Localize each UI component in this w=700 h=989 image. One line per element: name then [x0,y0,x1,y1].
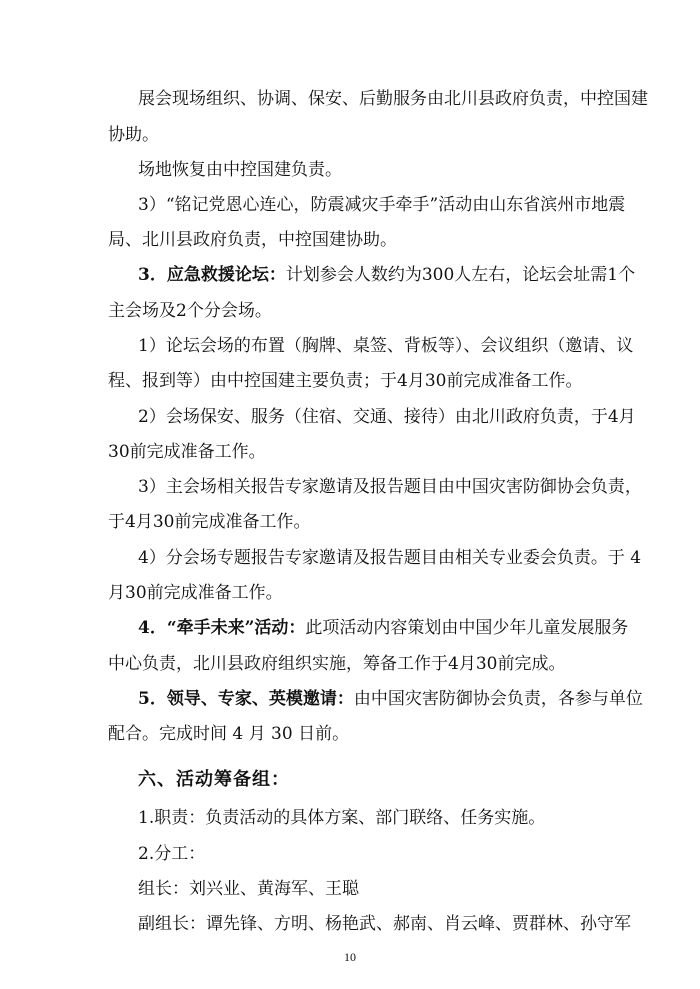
paragraph-line: 组长：刘兴业、黄海军、王聪 [138,879,359,899]
section-text: 计划参会人数约为300人左右，论坛会址需1个 [285,265,636,285]
paragraph-line: 协助。 [108,125,159,145]
section-text: 由中国灾害防御协会负责，各参与单位 [353,689,643,709]
page-number: 10 [344,950,356,964]
section-label: 3．应急救援论坛： [138,265,286,285]
paragraph-line: 3）主会场相关报告专家邀请及报告题目由中国灾害防御协会负责， [138,477,642,497]
paragraph-line: 2.分工： [138,844,206,864]
paragraph-line: 副组长：谭先锋、方明、杨艳武、郝南、肖云峰、贾群林、孙守军 [138,914,631,934]
paragraph-line: 于4月30前完成准备工作。 [108,512,311,532]
paragraph-line: 中心负责，北川县政府组织实施，筹备工作于4月30前完成。 [108,654,566,674]
section-text: 此项活动内容策划由中国少年儿童发展服务 [305,618,629,638]
paragraph-line: 4）分会场专题报告专家邀请及报告题目由相关专业委会负责。于 4 [138,548,642,568]
paragraph-line: 程、报到等）由中控国建主要负责；于4月30前完成准备工作。 [108,371,583,391]
paragraph-line: 月30前完成准备工作。 [108,583,283,603]
paragraph-line: 展会现场组织、协调、保安、后勤服务由北川县政府负责，中控国建 [138,89,648,109]
paragraph-line [138,613,628,638]
section-heading: 六、活动筹备组： [138,769,290,790]
paragraph-line: 主会场及2个分会场。 [108,301,272,321]
paragraph-line: 30前完成准备工作。 [108,442,266,462]
paragraph-line: 2）会场保安、服务（住宿、交通、接待）由北川政府负责，于4月 [138,407,636,427]
paragraph-line [138,260,635,285]
section-label: 4．“牵手未来”活动： [138,618,306,638]
paragraph-line: 配合。完成时间 4 月 30 日前。 [108,724,350,744]
paragraph-line: 3）“铭记党恩心连心，防震减灾手牵手”活动由山东省滨州市地震 [138,195,626,215]
paragraph-line [138,684,643,709]
paragraph-line: 1.职责：负责活动的具体方案、部门联络、任务实施。 [138,808,546,828]
section-label: 5．领导、专家、英模邀请： [138,689,354,709]
paragraph-line: 场地恢复由中控国建负责。 [138,160,342,180]
paragraph-line: 局、北川县政府负责，中控国建协助。 [108,230,397,250]
paragraph-line: 1）论坛会场的布置（胸牌、桌签、背板等）、会议组织（邀请、议 [138,336,634,356]
